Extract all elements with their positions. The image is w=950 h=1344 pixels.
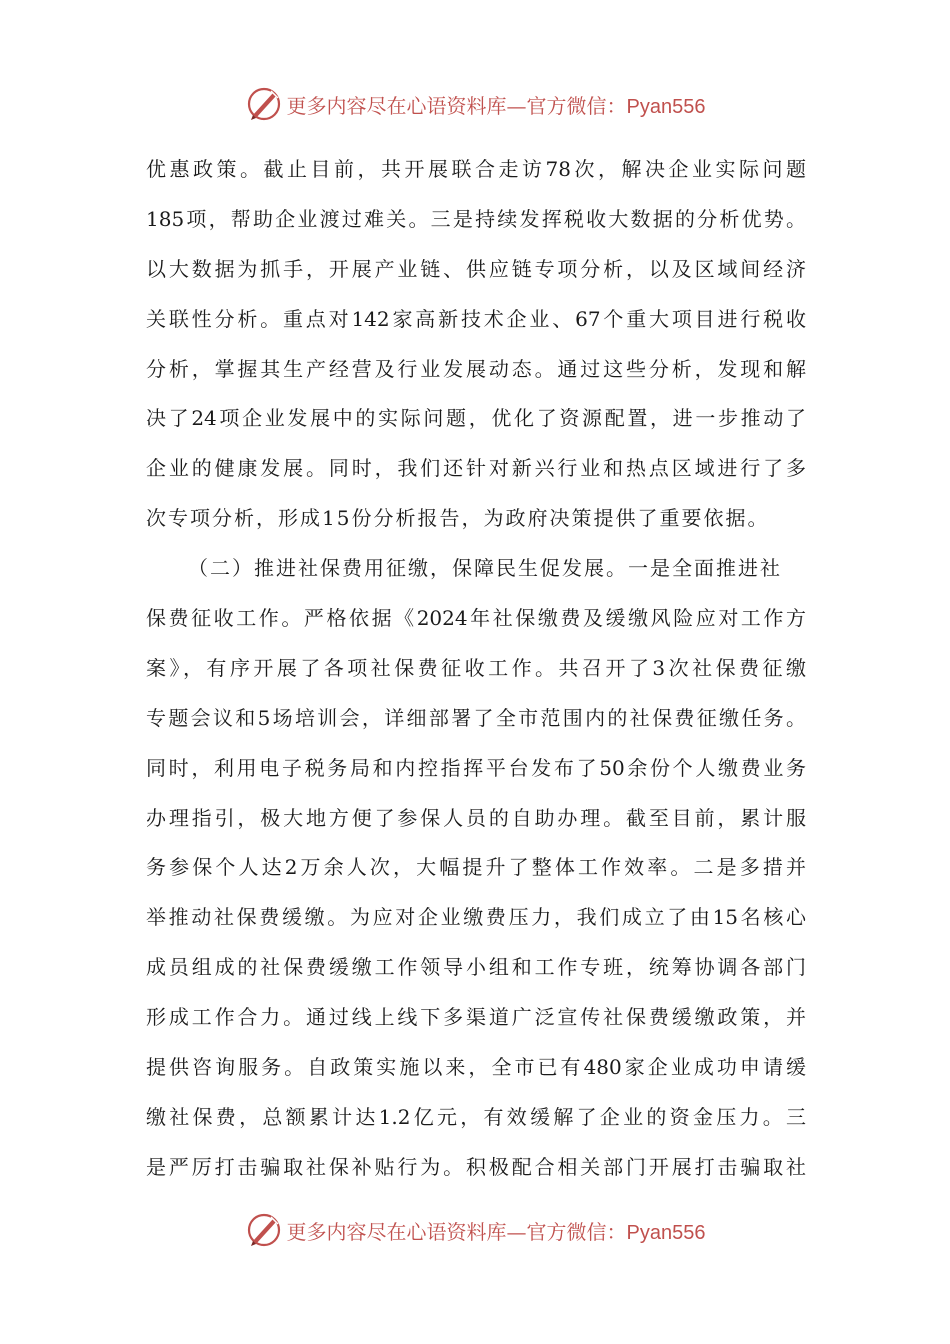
body-line: 形成工作合力。通过线上线下多渠道广泛宣传社保费缓缴政策，并 bbox=[146, 1005, 806, 1030]
section-heading-line: （二）推进社保费用征缴，保障民生促发展。一是全面推进社 bbox=[188, 556, 782, 581]
body-line: 是严厉打击骗取社保补贴行为。积极配合相关部门开展打击骗取社 bbox=[146, 1154, 806, 1179]
watermark-footer bbox=[0, 1210, 950, 1250]
body-line: 同时，利用电子税务局和内控指挥平台发布了50余份个人缴费业务 bbox=[146, 755, 806, 780]
watermark-brand: 更多内容尽在心语资料库 bbox=[286, 93, 507, 118]
body-line: 务参保个人达2万余人次，大幅提升了整体工作效率。二是多措并 bbox=[146, 855, 806, 880]
watermark-wechat-label: 官方微信： bbox=[526, 1219, 627, 1244]
body-line: 专题会议和5场培训会，详细部署了全市范围内的社保费征缴任务。 bbox=[146, 705, 806, 730]
watermark-header bbox=[0, 84, 950, 124]
watermark-text bbox=[287, 90, 706, 119]
watermark-brand: 更多内容尽在心语资料库 bbox=[286, 1219, 507, 1244]
watermark-wechat-id: Pyan556 bbox=[626, 1221, 706, 1244]
pen-logo-icon bbox=[245, 1211, 283, 1249]
body-line: 提供咨询服务。自政策实施以来，全市已有480家企业成功申请缓 bbox=[146, 1055, 806, 1080]
watermark-wechat-label: 官方微信： bbox=[526, 93, 627, 118]
body-line: 关联性分析。重点对142家高新技术企业、67个重大项目进行税收 bbox=[146, 306, 806, 331]
watermark-wechat-id: Pyan556 bbox=[626, 95, 706, 118]
body-line: 优惠政策。截止目前，共开展联合走访78次，解决企业实际问题 bbox=[146, 157, 806, 181]
body-line: 保费征收工作。严格依据《2024年社保缴费及缓缴风险应对工作方 bbox=[146, 606, 806, 631]
body-line: 决了24项企业发展中的实际问题，优化了资源配置，进一步推动了 bbox=[146, 406, 806, 431]
body-line: 案》，有序开展了各项社保费征收工作。共召开了3次社保费征缴 bbox=[146, 655, 806, 680]
body-line: 办理指引，极大地方便了参保人员的自助办理。截至目前，累计服 bbox=[146, 805, 806, 830]
document-body bbox=[146, 145, 806, 1193]
body-line: 举推动社保费缓缴。为应对企业缴费压力，我们成立了由15名核心 bbox=[146, 905, 806, 930]
body-line-paragraph-end: 次专项分析，形成15份分析报告，为政府决策提供了重要依据。 bbox=[146, 506, 770, 531]
watermark-dash: — bbox=[506, 1219, 527, 1244]
body-line: 企业的健康发展。同时，我们还针对新兴行业和热点区域进行了多 bbox=[146, 456, 806, 481]
watermark-dash: — bbox=[506, 93, 527, 118]
body-line: 缴社保费，总额累计达1.2亿元，有效缓解了企业的资金压力。三 bbox=[146, 1104, 806, 1129]
body-line: 分析，掌握其生产经营及行业发展动态。通过这些分析，发现和解 bbox=[146, 356, 806, 381]
body-line: 以大数据为抓手，开展产业链、供应链专项分析，以及区域间经济 bbox=[146, 256, 806, 281]
pen-logo-icon bbox=[245, 85, 283, 123]
body-line: 成员组成的社保费缓缴工作领导小组和工作专班，统筹协调各部门 bbox=[146, 955, 806, 980]
body-line: 185项，帮助企业渡过难关。三是持续发挥税收大数据的分析优势。 bbox=[146, 206, 806, 231]
watermark-text bbox=[287, 1216, 706, 1245]
